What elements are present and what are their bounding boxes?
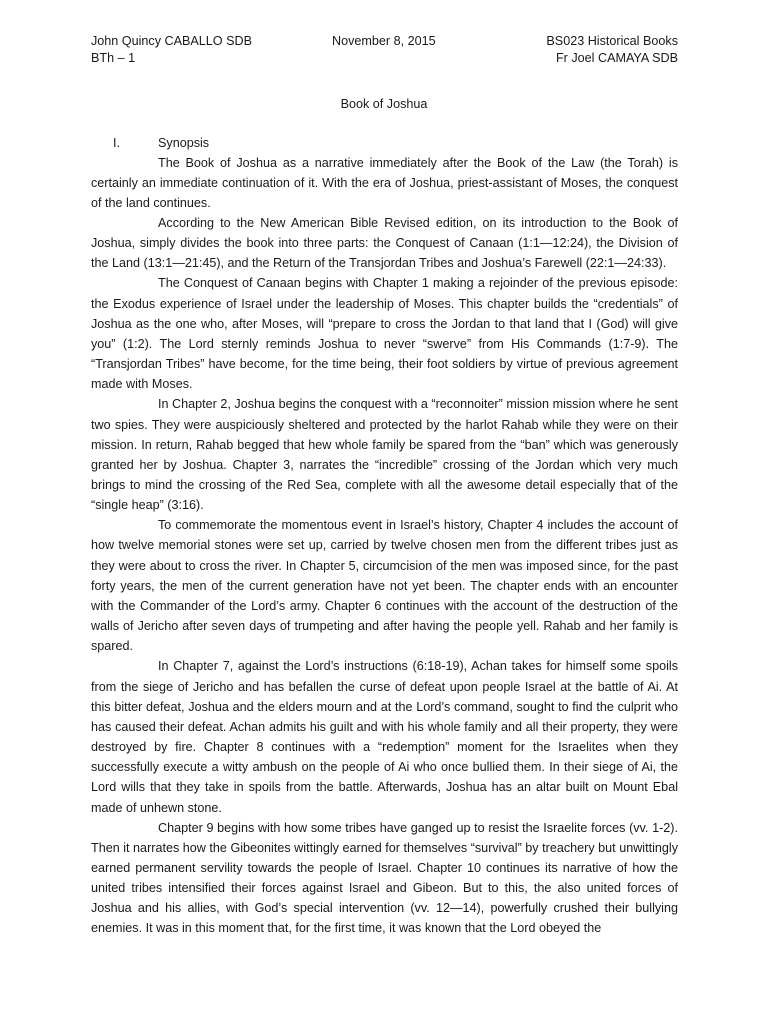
program-label: BTh – 1 [91, 51, 136, 65]
page-header [91, 33, 678, 67]
paragraph: According to the New American Bible Revised edition, on its introduction to the Book of Joshua, simply divides the book into three parts: the Conquest of Canaan (1:1—12:24), the Division of the Land (13:1—21:45), and the Return of the Transjordan Tribes and Joshua’s Farewell (22:1—24:33). [91, 215, 678, 271]
paragraph: In Chapter 7, against the Lord’s instructions (6:18-19), Achan takes for himself some spoils from the siege of Jericho and has befallen the curse of defeat upon people Israel at the battle of Ai. At this bitter defeat, Joshua and the elders mourn and at the Lord’s command, sought to find the culprit who has caused their defeat. Achan admits his guilt and with his whole family and all their property, they were destroyed by fire. Chapter 8 continues with a “redemption” moment for the Israelites when they successfully execute a witty ambush on the people of Ai who once bullied them. In their siege of Ai, the Lord wills that they take in spoils from the battle. Afterwards, Joshua has an altar built on Mount Ebal made of unhewn stone. [91, 659, 678, 815]
document-title: Book of Joshua [340, 97, 428, 111]
instructor-name: Fr Joel CAMAYA SDB [555, 51, 678, 65]
author-name: John Quincy CABALLO SDB [91, 34, 252, 48]
header-row-2 [91, 50, 678, 67]
paragraph: In Chapter 2, Joshua begins the conquest with a “reconnoiter” mission mission where he sent two spies. They were auspiciously sheltered and protected by the harlot Rahab while they were on their mission. In return, Rahab begged that hew whole family be spared from the “ban” which was generously granted her by Joshua. Chapter 3, narrates the “incredible” crossing of the Jordan which very much brings to mind the crossing of the Red Sea, complete with all the awesome detail especially that of the “single heap” (3:16). [91, 397, 678, 513]
header-row-1 [91, 33, 678, 50]
body-text [91, 153, 678, 939]
document-date: November 8, 2015 [332, 34, 436, 48]
paragraph: Chapter 9 begins with how some tribes have ganged up to resist the Israelite forces (vv. 1-2). Then it narrates how the Gibeonites wittingly earned for themselves “survival” by treachery but unwittingly earned permanent servility towards the people of Israel. Chapter 10 continues its narrative of how the united tribes intensified their forces against Israel and Gibeon. But to this, the also united forces of Joshua and his allies, with God’s special intervention (vv. 12—14), powerfully crushed their bullying enemies. It was in this moment that, for the first time, it was known that the Lord obeyed the [91, 820, 678, 936]
paragraph: To commemorate the momentous event in Israel’s history, Chapter 4 includes the account of how twelve memorial stones were set up, carried by twelve chosen men from the different tribes just as they were about to cross the river. In Chapter 5, circumcision of the men was imposed since, for the past forty years, the men of the current generation have not yet been. The chapter ends with an encounter with the Commander of the Lord’s army. Chapter 6 continues with the account of the destruction of the walls of Jericho after seven days of trumpeting and after having the people yell. Rahab and her family is spared. [91, 518, 678, 654]
section-number: I. [113, 136, 120, 150]
paragraph: The Book of Joshua as a narrative immediately after the Book of the Law (the Torah) is certainly an immediate continuation of it. With the era of Joshua, priest-assistant of Moses, the conquest of the land continues. [91, 155, 678, 210]
paragraph: The Conquest of Canaan begins with Chapter 1 making a rejoinder of the previous episode: the Exodus experience of Israel under the leadership of Moses. This chapter builds the “credentials” of Joshua as the one who, after Moses, will “prepare to cross the Jordan to that land that I (God) will give you” (1:2). The Lord sternly reminds Joshua to never “swerve” from His Commands (1:7-9). The “Transjordan Tribes” have become, for the time being, their foot soldiers by virtue of previous agreement made with Moses. [91, 276, 678, 392]
course-code: BS023 Historical Books [546, 34, 678, 48]
section-title: Synopsis [158, 136, 210, 150]
